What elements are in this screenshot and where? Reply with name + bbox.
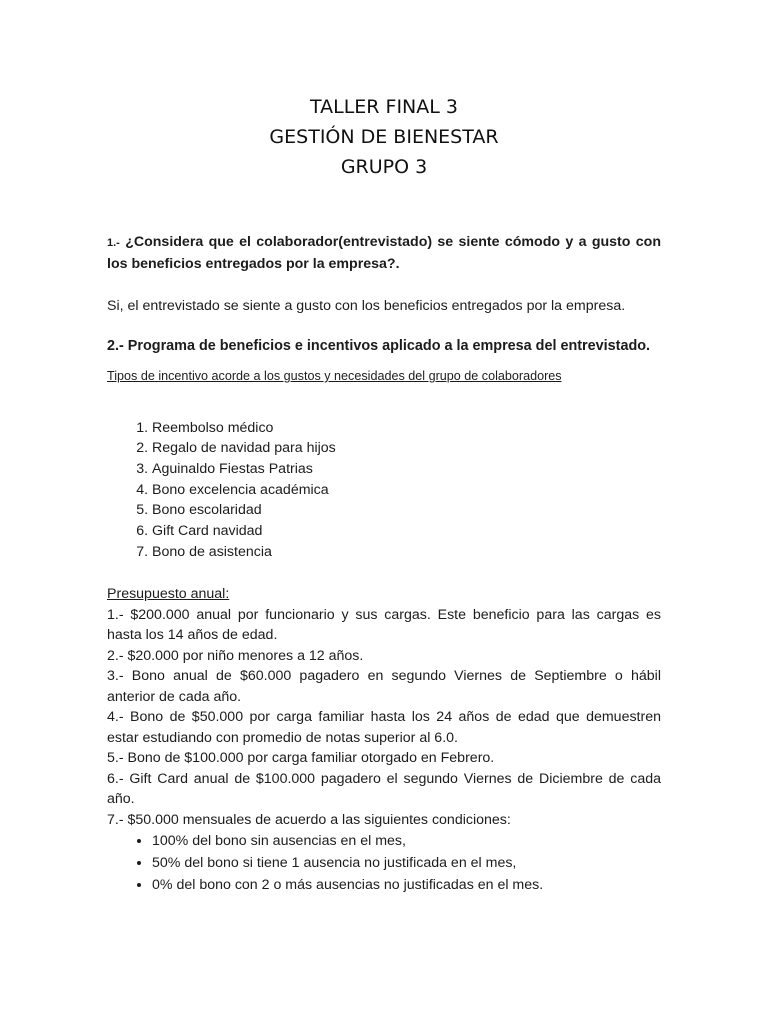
budget-item: 2.- $20.000 por niño menores a 12 años.	[107, 647, 364, 664]
document-title-block	[0, 92, 768, 182]
question-2: 2.- Programa de beneficios e incentivos aplicado a la empresa del entrevistado.	[107, 337, 651, 354]
title-line-taller: TALLER FINAL 3	[309, 96, 458, 118]
list-item: 1. Reembolso médico	[152, 418, 661, 439]
list-item: 5. Bono escolaridad	[152, 500, 661, 521]
list-item: 4. Bono excelencia académica	[152, 480, 661, 501]
budget-item: 6.- Gift Card anual de $100.000 pagadero el segundo Viernes de Diciembre de cada año.	[107, 770, 661, 808]
budget-heading: Presupuesto anual:	[107, 586, 230, 603]
list-item: • 100% del bono sin ausencias en el mes,	[152, 830, 661, 852]
budget-item: 7.- $50.000 mensuales de acuerdo a las siguientes condiciones:	[107, 811, 511, 828]
question-1	[107, 232, 661, 274]
budget-item: 4.- Bono de $50.000 por carga familiar hasta los 24 años de edad que demuestren estar estudiando con promedio de notas superior al 6.0.	[107, 709, 661, 746]
incentive-types-subheading: Tipos de incentivo acorde a los gustos y necesidades del grupo de colaboradores	[107, 369, 562, 383]
list-item: • 50% del bono si tiene 1 ausencia no justificada en el mes,	[152, 852, 661, 874]
title-line-grupo: GRUPO 3	[340, 156, 428, 178]
list-item: 3. Aguinaldo Fiestas Patrias	[152, 459, 661, 480]
question-1-number: 1.-	[107, 237, 120, 249]
list-item: 2. Regalo de navidad para hijos	[152, 438, 661, 459]
question-1-text: ¿Considera que el colaborador(entrevistado) se siente cómodo y a gusto con los beneficios entregados por la empresa?.	[107, 234, 661, 272]
incentive-list	[107, 418, 661, 563]
list-item: 7. Bono de asistencia	[152, 542, 661, 563]
title-line-gestion: GESTIÓN DE BIENESTAR	[269, 126, 499, 148]
list-item: 6. Gift Card navidad	[152, 521, 661, 542]
attendance-conditions-list	[107, 830, 661, 896]
document-body	[107, 232, 661, 896]
budget-item: 1.- $200.000 anual por funcionario y sus cargas. Este beneficio para las cargas es hasta los 14 años de edad.	[107, 606, 661, 644]
list-item: • 0% del bono con 2 o más ausencias no justificadas en el mes.	[152, 874, 661, 896]
question-1-answer: Si, el entrevistado se siente a gusto con los beneficios entregados por la empresa.	[107, 298, 626, 314]
budget-item: 3.- Bono anual de $60.000 pagadero en segundo Viernes de Septiembre o hábil anterior de cada año.	[107, 668, 661, 705]
budget-item: 5.- Bono de $100.000 por carga familiar otorgado en Febrero.	[107, 750, 495, 767]
